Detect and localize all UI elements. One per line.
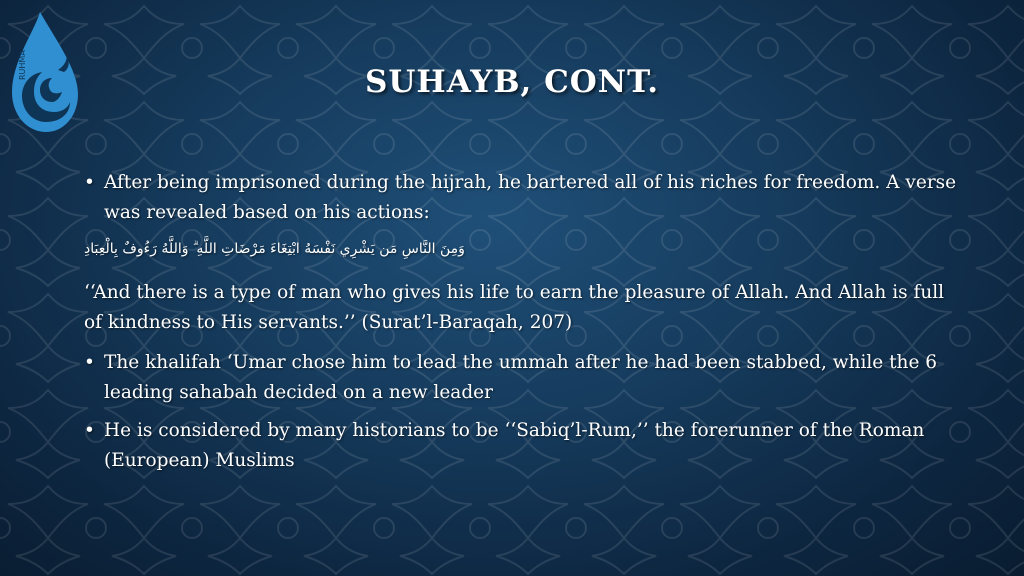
bullet-text: He is considered by many historians to be ‘‘Sabiq’l-Rum,’’ the forerunner of the Roman (European) Muslims [104, 420, 925, 471]
bullet-item [84, 416, 964, 476]
bullet-text: The khalifah ‘Umar chose him to lead the ummah after he had been stabbed, while the 6 leading sahabah decided on a new leader [104, 352, 938, 403]
bullet-dot: • [84, 352, 95, 373]
bullet-text: After being imprisoned during the hijrah, he bartered all of his riches for freedom. A verse was revealed based on his actions: [104, 172, 957, 223]
bullet-item [84, 168, 964, 228]
slide-title: SUHAYB, CONT. [364, 64, 659, 100]
bullet-item [84, 348, 964, 408]
bullet-dot: • [84, 172, 95, 193]
bullet-dot: • [84, 420, 95, 441]
arabic-verse: وَمِنَ النَّاسِ مَن يَشْرِي نَفْسَهُ ابْتِغَاءَ مَرْضَاتِ اللَّهِ ۗ وَاللَّهُ رَءُوفٌ بِالْعِبَادِ [84, 241, 465, 257]
logo-brand-text: RUHMA [18, 50, 27, 80]
slide-body [84, 168, 964, 484]
verse-translation: ‘‘And there is a type of man who gives his life to earn the pleasure of Allah. And Allah is full of kindness to His servants.’’ (Surat’l-Baraqah, 207) [84, 282, 945, 333]
